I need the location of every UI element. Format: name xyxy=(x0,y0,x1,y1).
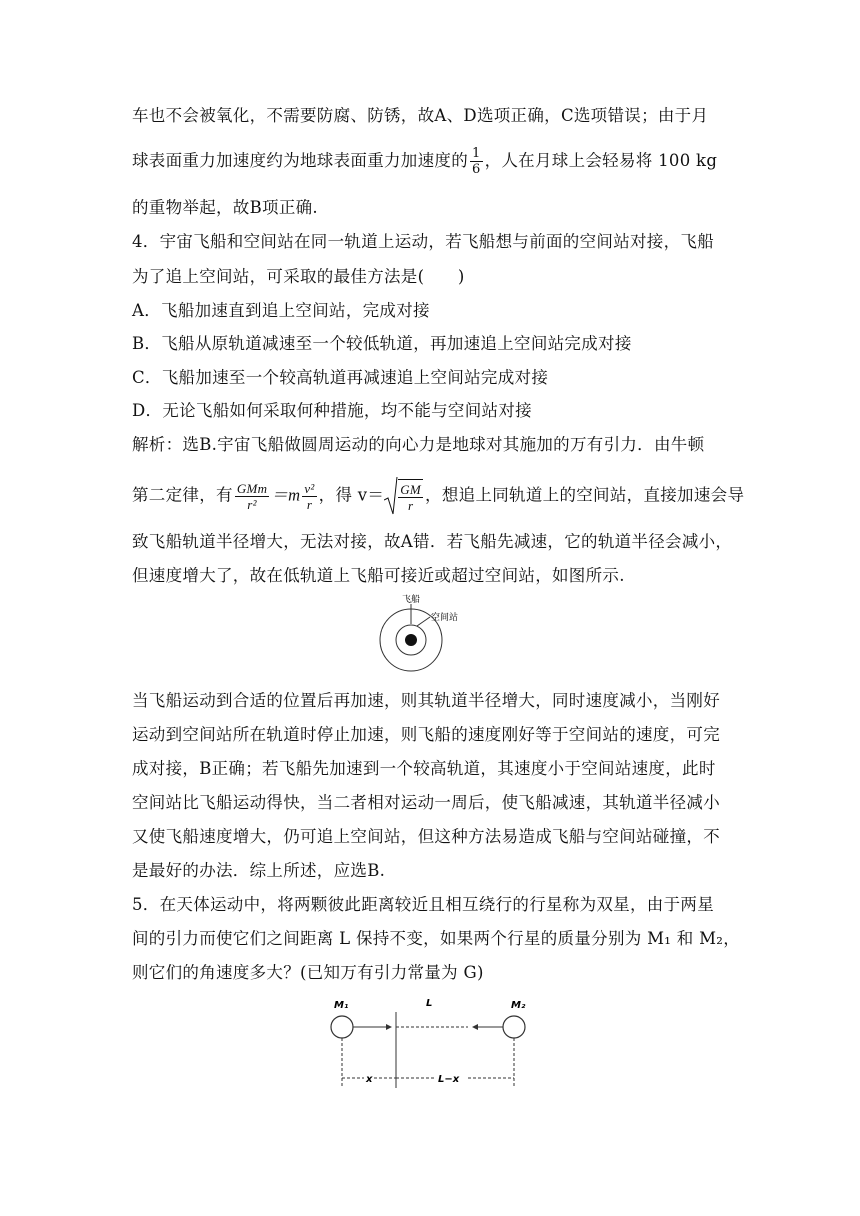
fraction-numerator: v² xyxy=(304,480,315,496)
text-segment: 球表面重力加速度约为地球表面重力加速度的 xyxy=(132,151,468,170)
binary-star-diagram xyxy=(318,994,538,1090)
lx-label: L−x xyxy=(438,1074,460,1085)
m2-label: M₂ xyxy=(511,1000,526,1011)
fraction-numerator: GM xyxy=(400,482,422,497)
fraction-denominator: r² xyxy=(247,496,257,512)
text-line xyxy=(132,146,717,177)
solution-line: 成对接，B正确；若飞船先加速到一个较高轨道，其速度小于空间站速度，此时 xyxy=(132,759,716,778)
fraction xyxy=(235,481,270,512)
text-segment: ，人在月球上会轻易将 100 kg xyxy=(484,151,718,170)
fraction xyxy=(470,146,483,177)
earth-dot xyxy=(405,634,417,646)
option-c: C．飞船加速至一个较高轨道再减速追上空间站完成对接 xyxy=(132,368,549,387)
question-4-stem: 为了追上空间站，可采取的最佳方法是( ) xyxy=(132,267,465,286)
question-5-stem: 则它们的角速度多大？(已知万有引力常量为 G) xyxy=(132,963,484,982)
question-5-stem: 间的引力而使它们之间距离 L 保持不变，如果两个行星的质量分别为 M₁ 和 M₂， xyxy=(132,929,740,948)
solution-line: 致飞船轨道半径增大，无法对接，故A错．若飞船先减速，它的轨道半径会减小， xyxy=(132,532,733,551)
star-m2 xyxy=(503,1016,525,1038)
question-5-stem: 5．在天体运动中，将两颗彼此距离较近且相互绕行的行星称为双星，由于两星 xyxy=(132,895,714,914)
text-line: 车也不会被氧化，不需要防腐、防锈，故A、D选项正确，C选项错误；由于月 xyxy=(132,106,709,125)
solution-line: 运动到空间站所在轨道时停止加速，则飞船的速度刚好等于空间站的速度，可完 xyxy=(132,725,720,744)
option-a: A．飞船加速直到追上空间站，完成对接 xyxy=(132,301,430,320)
fraction-numerator: 1 xyxy=(472,146,481,161)
orbit-diagram xyxy=(376,592,496,682)
solution-line xyxy=(132,476,744,516)
arrow-left-icon xyxy=(472,1024,478,1030)
radical-sign-icon xyxy=(384,476,398,516)
square-root xyxy=(384,476,425,516)
solution-line: 但速度增大了，故在低轨道上飞船可接近或超过空间站，如图所示. xyxy=(132,566,625,585)
option-b: B．飞船从原轨道减速至一个较低轨道，再加速追上空间站完成对接 xyxy=(132,334,632,353)
fraction xyxy=(302,481,316,512)
text-segment: 第二定律，有 xyxy=(132,485,233,505)
option-d: D．无论飞船如何采取何种措施，均不能与空间站对接 xyxy=(132,401,532,420)
fraction-denominator: r xyxy=(407,498,414,513)
fraction-denominator: r xyxy=(306,496,313,512)
solution-line: 当飞船运动到合适的位置后再加速，则其轨道半径增大，同时速度减小，当刚好 xyxy=(132,691,720,710)
fraction xyxy=(398,479,423,513)
text-segment: ，得 v＝ xyxy=(318,485,385,505)
fraction-numerator: GMm xyxy=(236,480,268,496)
solution-line: 是最好的办法．综上所述，应选B. xyxy=(132,861,386,880)
question-4-stem: 4．宇宙飞船和空间站在同一轨道上运动，若飞船想与前面的空间站对接，飞船 xyxy=(132,232,714,251)
ship-label: 飞船 xyxy=(402,595,421,605)
solution-line: 解析：选B.宇宙飞船做圆周运动的向心力是地球对其施加的万有引力．由牛顿 xyxy=(132,435,705,454)
arrow-right-icon xyxy=(386,1024,392,1030)
star-m1 xyxy=(331,1016,353,1038)
text-line: 的重物举起，故B项正确. xyxy=(132,198,318,217)
solution-line: 空间站比飞船运动得快，当二者相对运动一周后，使飞船减速，其轨道半径减小 xyxy=(132,793,720,812)
text-segment: ＝m xyxy=(271,485,301,505)
distance-l-label: L xyxy=(426,998,433,1009)
x-label: x xyxy=(366,1074,373,1085)
fraction-denominator: 6 xyxy=(472,162,481,177)
station-pointer xyxy=(417,617,430,626)
m1-label: M₁ xyxy=(334,1000,349,1011)
station-label: 空间站 xyxy=(431,613,459,623)
text-segment: ，想追上同轨道上的空间站，直接加速会导 xyxy=(425,485,745,505)
solution-line: 又使飞船速度增大，仍可追上空间站，但这种方法易造成飞船与空间站碰撞，不 xyxy=(132,827,720,846)
